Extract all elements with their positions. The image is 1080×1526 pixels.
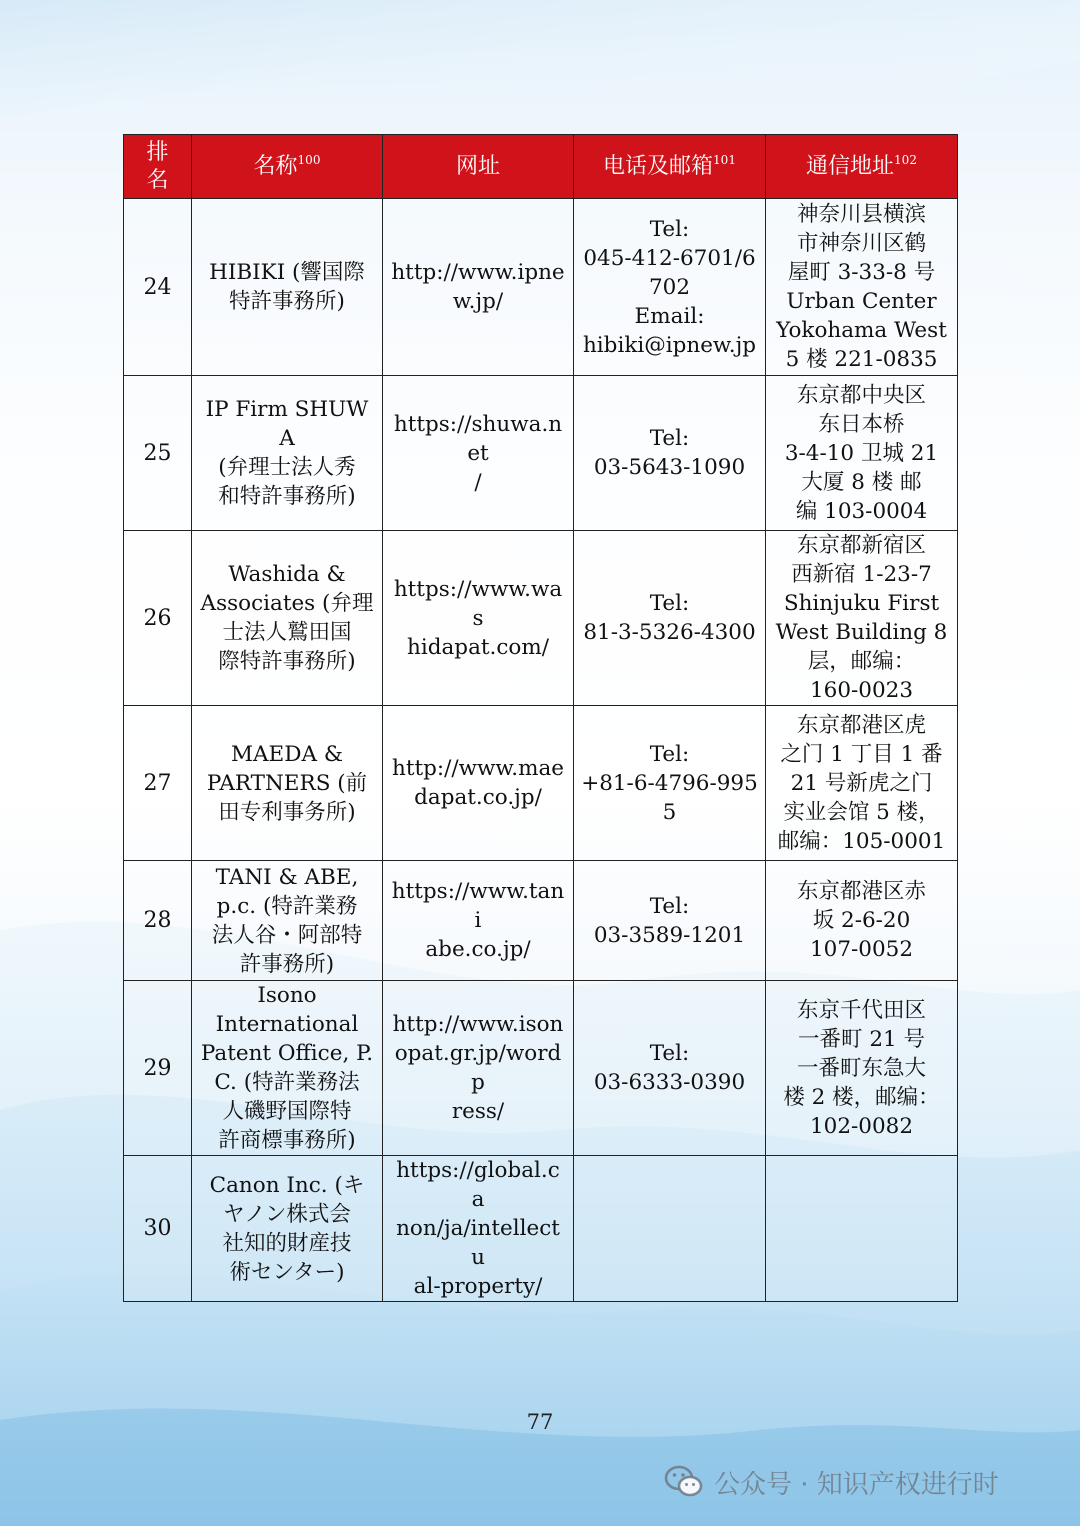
- cell-line: 160-0023: [809, 678, 914, 703]
- cell-line: hibiki@ipnew.jp: [582, 332, 757, 358]
- contact-cell: [574, 531, 766, 706]
- cell-line: http://www.mae: [391, 756, 565, 781]
- header-address-label: 通信地址: [806, 153, 895, 179]
- contact-cell: [574, 199, 766, 376]
- header-name-label: 名称: [253, 153, 298, 179]
- table-row: [124, 531, 958, 706]
- cell-line: Canon Inc. (キ: [209, 1172, 365, 1198]
- contact-cell: [574, 1156, 766, 1302]
- cell-line: Yokohama West: [776, 318, 947, 343]
- cell-line: ヤノン株式会: [223, 1201, 351, 1227]
- cell-line: 03-5643-1090: [593, 455, 746, 480]
- cell-line: 田专利事务所): [218, 799, 356, 825]
- cell-line: 神奈川县横滨: [796, 202, 926, 227]
- cell-line: 81-3-5326-4300: [583, 620, 756, 645]
- url-cell[interactable]: [383, 861, 574, 981]
- address-cell: [766, 376, 958, 531]
- cell-line: http://www.ison: [392, 1012, 564, 1037]
- cell-line: Tel:: [649, 591, 690, 616]
- rank-cell: 28: [124, 861, 192, 981]
- cell-line: 邮编：105-0001: [777, 828, 946, 854]
- cell-line: 大厦 8 楼 邮: [801, 469, 922, 495]
- footnote-ref: 101: [713, 152, 736, 167]
- cell-line: 術センター): [229, 1259, 345, 1285]
- rank-cell: 30: [124, 1156, 192, 1302]
- cell-line: ress/: [451, 1099, 505, 1124]
- name-cell: [192, 1156, 383, 1302]
- cell-line: 东京都新宿区: [796, 533, 926, 558]
- name-cell: [192, 531, 383, 706]
- cell-line: 西新宿 1-23-7: [791, 562, 932, 587]
- cell-line: 东京都中央区: [796, 382, 926, 408]
- cell-line: Patent Office, P.: [200, 1041, 374, 1066]
- name-cell: [192, 376, 383, 531]
- rank-cell: 26: [124, 531, 192, 706]
- cell-line: Tel:: [649, 1041, 690, 1066]
- cell-line: 許商標事務所): [218, 1128, 356, 1153]
- header-name: [192, 135, 383, 199]
- url-cell[interactable]: [383, 981, 574, 1156]
- cell-line: International: [215, 1012, 359, 1037]
- cell-line: 层，邮编：: [807, 649, 916, 674]
- cell-line: West Building 8: [775, 620, 948, 645]
- url-cell[interactable]: [383, 376, 574, 531]
- cell-line: 东京都港区赤: [796, 879, 926, 904]
- address-cell: [766, 531, 958, 706]
- cell-line: 市神奈川区鹤: [796, 231, 926, 256]
- cell-line: 和特許事務所): [218, 484, 356, 509]
- rank-cell: 25: [124, 376, 192, 531]
- header-char: 排: [146, 139, 169, 165]
- cell-line: 03-6333-0390: [593, 1070, 746, 1095]
- cell-line: 045-412-6701/6: [583, 245, 756, 271]
- url-cell[interactable]: [383, 531, 574, 706]
- cell-line: 5 楼 221-0835: [785, 347, 938, 372]
- cell-line: +81-6-4796-995: [581, 770, 758, 796]
- cell-line: 一番町 21 号: [797, 1026, 926, 1052]
- cell-line: 士法人鷲田国: [222, 620, 352, 645]
- cell-line: 东京千代田区: [796, 997, 926, 1023]
- table-row: [124, 199, 958, 376]
- name-cell: [192, 199, 383, 376]
- cell-line: opat.gr.jp/wordp: [394, 1041, 562, 1095]
- cell-line: 楼 2 楼，邮编：: [783, 1084, 940, 1110]
- cell-line: 702: [648, 274, 691, 300]
- url-cell[interactable]: [383, 706, 574, 861]
- header-contact: [574, 135, 766, 199]
- url-cell[interactable]: [383, 1156, 574, 1302]
- address-cell: [766, 861, 958, 981]
- cell-line: https://www.was: [393, 576, 563, 631]
- table-row: [124, 706, 958, 861]
- rank-cell: 27: [124, 706, 192, 861]
- cell-line: non/ja/intellectu: [396, 1216, 560, 1270]
- cell-line: https://global.ca: [396, 1158, 560, 1212]
- wechat-icon: [664, 1464, 704, 1500]
- footnote-ref: 102: [894, 152, 917, 167]
- page-number: 77: [526, 1410, 554, 1434]
- cell-line: Tel:: [649, 741, 690, 767]
- address-cell: [766, 981, 958, 1156]
- name-cell: [192, 981, 383, 1156]
- cell-line: Isono: [257, 983, 317, 1008]
- name-cell: [192, 861, 383, 981]
- cell-line: TANI & ABE,: [215, 864, 359, 890]
- cell-line: (弁理士法人秀: [218, 455, 356, 480]
- cell-line: 5: [662, 799, 677, 825]
- cell-line: 107-0052: [809, 937, 914, 962]
- cell-line: 102-0082: [809, 1113, 914, 1139]
- cell-line: 坂 2-6-20: [812, 908, 911, 933]
- watermark: [664, 1462, 999, 1502]
- cell-line: 屋町 3-33-8 号: [787, 260, 936, 285]
- header-address: [766, 135, 958, 199]
- header-rank: [124, 135, 192, 199]
- table-row: [124, 861, 958, 981]
- cell-line: 人磯野国際特: [222, 1099, 352, 1124]
- address-cell: [766, 199, 958, 376]
- contact-cell: [574, 376, 766, 531]
- cell-line: Email:: [634, 303, 705, 329]
- cell-line: p.c. (特許業務: [216, 893, 358, 919]
- cell-line: 编 103-0004: [795, 498, 928, 524]
- cell-line: hidapat.com/: [407, 634, 549, 660]
- cell-line: Shinjuku First: [783, 591, 940, 616]
- address-cell: [766, 706, 958, 861]
- cell-line: dapat.co.jp/: [414, 785, 542, 810]
- cell-line: https://www.tani: [391, 879, 565, 933]
- name-cell: [192, 706, 383, 861]
- cell-line: Urban Center: [786, 289, 937, 314]
- law-firm-table: [123, 134, 958, 1302]
- cell-line: 一番町东急大: [796, 1055, 926, 1081]
- cell-line: 社知的財産技: [222, 1230, 352, 1256]
- contact-cell: [574, 706, 766, 861]
- footnote-ref: 100: [297, 152, 321, 167]
- cell-line: HIBIKI (響国際: [209, 260, 365, 285]
- cell-line: 03-3589-1201: [593, 922, 746, 948]
- table-header-row: [124, 135, 958, 199]
- table-row: [124, 1156, 958, 1302]
- cell-line: /: [474, 469, 482, 495]
- cell-line: 21 号新虎之门: [790, 770, 933, 796]
- url-cell[interactable]: [383, 199, 574, 376]
- address-cell: [766, 1156, 958, 1302]
- cell-line: 3-4-10 卫城 21: [784, 440, 939, 466]
- header-char: 名: [146, 167, 169, 193]
- cell-line: IP Firm SHUWA: [205, 397, 369, 451]
- cell-line: 許事務所): [239, 951, 335, 977]
- cell-line: 实业会馆 5 楼，: [783, 799, 940, 825]
- cell-line: Tel:: [649, 216, 690, 242]
- cell-line: https://shuwa.net: [393, 411, 563, 466]
- contact-cell: [574, 981, 766, 1156]
- cell-line: 之门 1 丁目 1 番: [780, 741, 943, 767]
- cell-line: PARTNERS (前: [206, 770, 368, 796]
- cell-line: C. (特許業務法: [214, 1070, 360, 1095]
- header-url: 网址: [383, 135, 574, 199]
- header-contact-label: 电话及邮箱: [603, 153, 714, 179]
- cell-line: 際特許事務所): [218, 649, 356, 674]
- table-row: [124, 376, 958, 531]
- cell-line: 东日本桥: [818, 411, 905, 437]
- cell-line: Tel:: [649, 893, 690, 919]
- table-row: [124, 981, 958, 1156]
- cell-line: Washida &: [228, 562, 346, 587]
- cell-line: 东京都港区虎: [796, 712, 926, 738]
- cell-line: http://www.ipne: [391, 260, 565, 285]
- rank-cell: 29: [124, 981, 192, 1156]
- cell-line: 特許事務所): [229, 289, 345, 314]
- cell-line: abe.co.jp/: [425, 937, 531, 962]
- watermark-text: 公众号 · 知识产权进行时: [714, 1469, 999, 1500]
- contact-cell: [574, 861, 766, 981]
- cell-line: 法人谷・阿部特: [211, 922, 363, 948]
- cell-line: Associates (弁理: [200, 591, 374, 616]
- cell-line: al-property/: [413, 1274, 543, 1299]
- rank-cell: 24: [124, 199, 192, 376]
- cell-line: Tel:: [649, 426, 690, 451]
- cell-line: MAEDA &: [231, 741, 343, 767]
- cell-line: w.jp/: [452, 289, 504, 314]
